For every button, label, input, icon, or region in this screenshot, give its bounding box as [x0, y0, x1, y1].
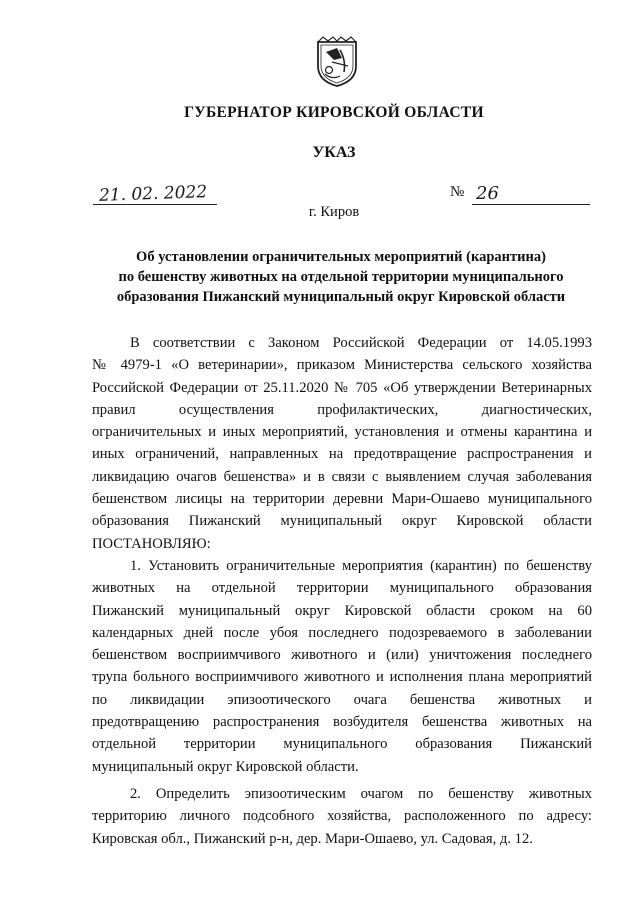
text-line: 1. Установить ограничительные мероприятия (карантин) по бешенству [130, 557, 592, 574]
subject-line: образования Пижанский муниципальный округ Кировской области [116, 289, 566, 305]
text-line: ограничительных и иных мероприятий, установления и отмены карантина и [92, 424, 592, 441]
clause-1 [92, 555, 592, 778]
subject-line: Об установлении ограничительных мероприятий (карантина) [136, 249, 546, 265]
handwritten-date: 21. 02. 2022 [98, 182, 208, 206]
text-line: трупа больного восприимчивого животного и исполнения плана мероприятий [92, 669, 592, 686]
document-subject [92, 247, 590, 307]
text-line: предотвращению распространения возбудителя бешенства животных на [92, 714, 592, 731]
handwritten-number: 26 [476, 183, 499, 204]
number-label: № [450, 184, 465, 200]
text-line: ПОСТАНОВЛЯЮ: [92, 535, 211, 552]
text-line: № 4979-1 «О ветеринарии», приказом Министерства сельского хозяйства [92, 357, 592, 374]
text-line: территорию личного подсобного хозяйства, расположенного по адресу: [92, 808, 592, 825]
text-line: календарных дней после убоя последнего подозреваемого в заболевании [92, 624, 592, 641]
issue-city: г. Киров [308, 204, 360, 220]
preamble-paragraph [92, 332, 592, 555]
text-line: животных на отдельной территории муниципального образования [92, 580, 592, 597]
number-field [472, 180, 590, 205]
kirov-coat-of-arms-icon [314, 36, 360, 88]
clause-2 [92, 783, 592, 850]
text-line: образования Пижанский муниципальный округ Кировской области [92, 513, 592, 530]
issuing-authority: ГУБЕРНАТОР КИРОВСКОЙ ОБЛАСТИ [184, 104, 484, 121]
document-body [92, 332, 592, 850]
text-line: иных ограничений, направленных на предотвращение распространения и [92, 446, 592, 463]
text-line: отдельной территории муниципального образования Пижанский [92, 736, 592, 753]
text-line: бешенством лисицы на территории деревни Мари-Ошаево муниципального [92, 491, 592, 508]
text-line: Кировская обл., Пижанский р-н, дер. Мари-Ошаево, ул. Садовая, д. 12. [92, 830, 533, 847]
text-line: В соответствии с Законом Российской Федерации от 14.05.1993 [130, 335, 592, 351]
text-line: 2. Определить эпизоотическим очагом по бешенству животных [130, 785, 592, 802]
document-type: УКАЗ [312, 144, 356, 161]
text-line: Российской Федерации от 25.11.2020 № 705 «Об утверждении Ветеринарных [92, 379, 592, 396]
text-line: Пижанский муниципальный округ Кировской области сроком на 60 [92, 602, 592, 619]
text-line: по ликвидации эпизоотического очага бешенства животных и [92, 691, 592, 708]
date-field [93, 180, 217, 205]
subject-line: по бешенству животных на отдельной территории муниципального [118, 269, 564, 285]
text-line: бешенством восприимчивого животного и (или) уничтожения последнего [92, 647, 592, 664]
text-line: правил осуществления профилактических, диагностических, [92, 401, 592, 418]
text-line: ликвидацию очагов бешенства» и в связи с выявлением случая заболевания [92, 468, 592, 485]
text-line: муниципальный округ Кировской области. [92, 758, 359, 775]
